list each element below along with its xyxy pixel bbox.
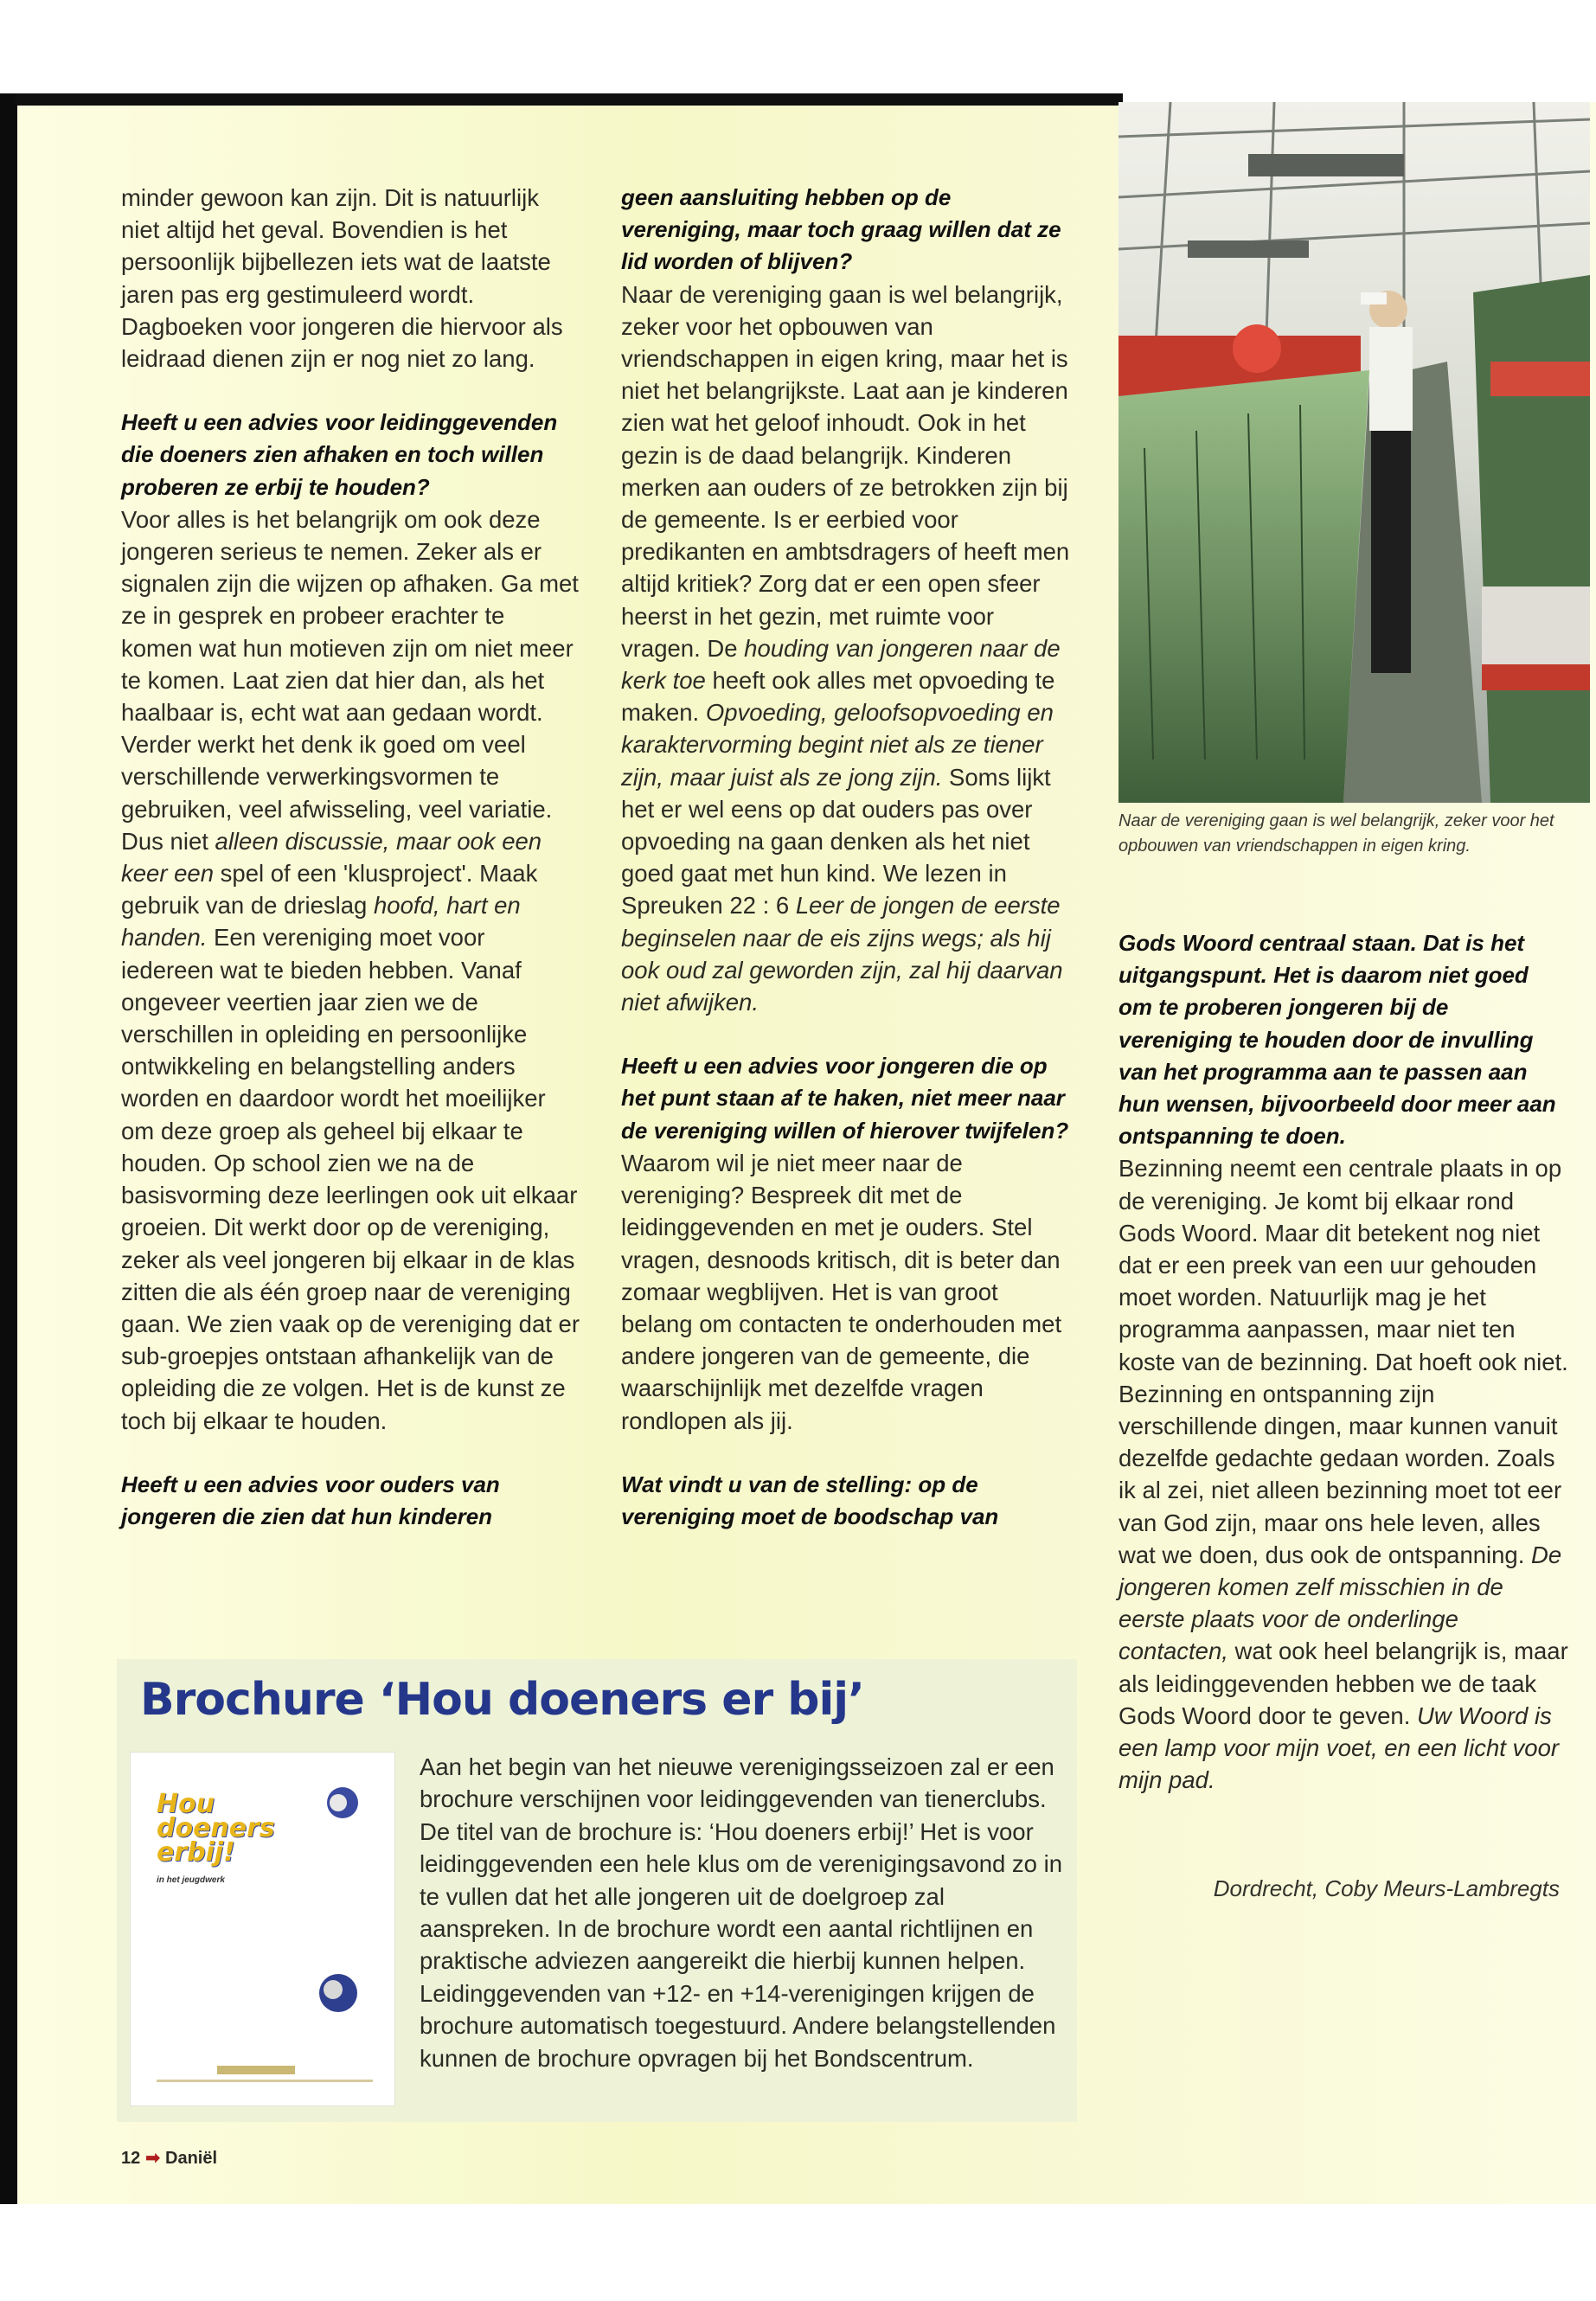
brochure-cover-title: Hou doeners erbij! [157,1789,275,1868]
text-run: wat ook heel belangrijk is, maar als leidinggevenden hebben we de taak Gods Woord door te geven. [1118,1638,1568,1729]
cover-logo [217,2066,295,2074]
interview-question: Heeft u een advies voor leidinggevenden die doeners zien afhaken en toch willen proberen ze erbij te houden? [121,409,558,500]
brochure-text: Aan het begin van het nieuwe verenigingsseizoen zal er een brochure verschijnen voor leidinggevenden van tienerclubs. De titel van de brochure is: ‘Hou doeners erbij!’ Het is voor leidinggevenden een hele klus om de verenigingsavond zo in te vullen dat het alle jongeren uit de doelgroep zal aanspreken. In de brochure wordt een aantal richtlijnen en praktische adviezen aangereikt die hierbij kunnen helpen. Leidinggevenden van +12- en +14-verenigingen krijgen de brochure automatisch toegestuurd. Andere belangstellenden kunnen de brochure opvragen bij het Bondscentrum. [420,1753,1063,2072]
article-column-3 [1118,927,1568,1796]
article-column-2 [621,182,1071,1533]
paragraph [1118,1152,1568,1796]
brochure-cover-subtitle: in het jeugdwerk [157,1875,225,1885]
scan-edge-left [0,93,17,2204]
scan-edge-top [16,93,1123,106]
italic-run: Opvoeding, geloofsopvoeding en karaktervorming begint niet als ze tiener zijn, maar juist als ze jong zijn. [621,699,1054,791]
text-run: Voor alles is het belangrijk om ook deze jongeren serieus te nemen. Zeker als er signalen zijn die wijzen op afhaken. Ga met ze in gesprek en probeer erachter te komen wat hun motieven zijn om niet meer te komen. Laat zien dat hier dan, als het haalbaar is, echt wat aan gedaan wordt. Verder werkt het denk ik goed om veel verschillende verwerkingsvormen te gebruiken, veel afwisseling, veel variatie. Dus niet [121,505,579,855]
paragraph: Waarom wil je niet meer naar de vereniging? Bespreek dit met de leidinggevenden en met je ouders. Stel vragen, desnoods kritisch, dit is beter dan zomaar wegblijven. Het is van groot belang om contacten te onderhouden met andere jongeren van de gemeente, die waarschijnlijk met dezelfde vragen rondlopen als jij. [621,1149,1062,1434]
italic-run: De jongeren komen zelf misschien in de eerste plaats voor de onderlinge contacten, [1118,1541,1562,1665]
page-footer [121,2147,217,2169]
brochure-cover-graphics [131,1753,394,2106]
photo-caption: Naar de vereniging gaan is wel belangrijk, zeker voor het opbouwen van vriendschappen in eigen kring. [1118,811,1554,856]
italic-run: hoofd, hart en handen. [121,892,521,952]
italic-run: alleen discussie, maar ook een keer een [121,827,542,888]
text-run: Naar de vereniging gaan is wel belangrijk, zeker voor het opbouwen van vriendschappen in eigen kring, maar het is niet het belangrijkste. Laat aan je kinderen zien wat het geloof inhoudt. Ook in het gezin is de daad belangrijk. Kinderen merken aan ouders of ze betrokken zijn bij de gemeente. Is er eerbied voor predikanten en ambtsdragers of heeft men altijd kritiek? Zorg dat er een open sfeer heerst in het gezin, met ruimte voor vragen. De [621,280,1070,662]
interview-question: Wat vindt u van de stelling: op de vereniging moet de boodschap van [621,1471,999,1529]
page-number: 12 [121,2149,141,2168]
paragraph [121,503,580,1437]
bible-quote: Leer de jongen de eerste beginselen naar de eis zijns wegs; als hij ook oud zal geworden zijn, zal hij daarvan niet afwijken. [621,892,1063,1016]
globe-highlight [330,1794,347,1811]
text-run: Bezinning neemt een centrale plaats in op de vereniging. Je komt bij elkaar rond Gods Woord. Maar dit betekent nog niet dat er een preek van een uur gehouden moet worden. Natuurlijk mag je het programma aanpassen, maar niet ten koste van de bezinning. Dat hoeft ook niet. Bezinning en ontspanning zijn verschillende dingen, maar kunnen vanuit dezelfde gedachte gedaan worden. Zoals ik al zei, niet alleen bezinning moet tot eer van God zijn, maar ons hele leven, alles wat we doen, dus ook de ontspanning. [1118,1155,1568,1568]
scan-margin-bottom [0,2204,1596,2301]
bible-quote: Uw Woord is een lamp voor mijn voet, en een licht voor mijn pad. [1118,1702,1560,1794]
paragraph: minder gewoon kan zijn. Dit is natuurlijk niet altijd het geval. Bovendien is het persoonlijk bijbellezen iets wat de laatste jaren pas erg gestimuleerd wordt. Dagboeken voor jongeren die hiervoor als leidraad dienen zijn er nog niet zo lang. [121,184,563,373]
brochure-heading: Brochure ‘Hou doeners er bij’ [140,1674,864,1726]
cover-rule [157,2080,373,2082]
scan-margin-top [0,0,1596,97]
interview-question: Heeft u een advies voor ouders van jongeren die zien dat hun kinderen [121,1471,500,1529]
interview-question: Gods Woord centraal staan. Dat is het uitgangspunt. Het is daarom niet goed om te proberen jongeren bij de vereniging te houden door de invulling van het programma aan te passen aan hun wensen, bijvoorbeeld door meer aan ontspanning te doen. [1118,930,1556,1150]
interview-question: geen aansluiting hebben op de vereniging, maar toch graag willen dat ze lid worden of blijven? [621,184,1061,275]
arrow-icon: ➡ [145,2149,161,2168]
paragraph [621,279,1071,1019]
globe-highlight [324,1980,343,1999]
brochure-cover-image [130,1752,395,2106]
author-signature: Dordrecht, Coby Meurs-Lambregts [1213,1875,1560,1901]
text-run: Een vereniging moet voor iedereen wat te bieden hebben. Vanaf ongeveer veertien jaar zien we de verschillen in opleiding en persoonlijke ontwikkeling en belangstelling anders worden en daardoor wordt het moeilijker om deze groep als geheel bij elkaar te houden. Op school zien we na de basisvorming deze leerlingen ook uit elkaar groeien. Dit werkt door op de vereniging, zeker als veel jongeren bij elkaar in de klas zitten die als één groep naar de vereniging gaan. We zien vaak op de vereniging dat er sub-groepjes ontstaan afhankelijk van de opleiding die ze volgen. Het is de kunst ze toch bij elkaar te houden. [121,924,580,1434]
interview-question: Heeft u een advies voor jongeren die op het punt staan af te haken, niet meer naar de vereniging willen of hierover twijfelen? [621,1053,1069,1144]
italic-run: houding van jongeren naar de kerk toe [621,634,1061,695]
article-column-1 [121,182,580,1533]
magazine-name: Daniël [165,2149,218,2168]
text-run: Soms lijkt het er wel eens op dat ouders pas over opvoeding na gaan denken als het niet goed gaat met hun kind. We lezen in Spreuken 22 : 6 [621,763,1051,920]
text-run: heeft ook alles met opvoeding te maken. [621,667,1055,727]
greenhouse-photo [1118,102,1590,803]
greenhouse-illustration [1118,102,1590,803]
text-run: spel of een 'klusproject'. Maak gebruik van de drieslag [121,860,538,920]
